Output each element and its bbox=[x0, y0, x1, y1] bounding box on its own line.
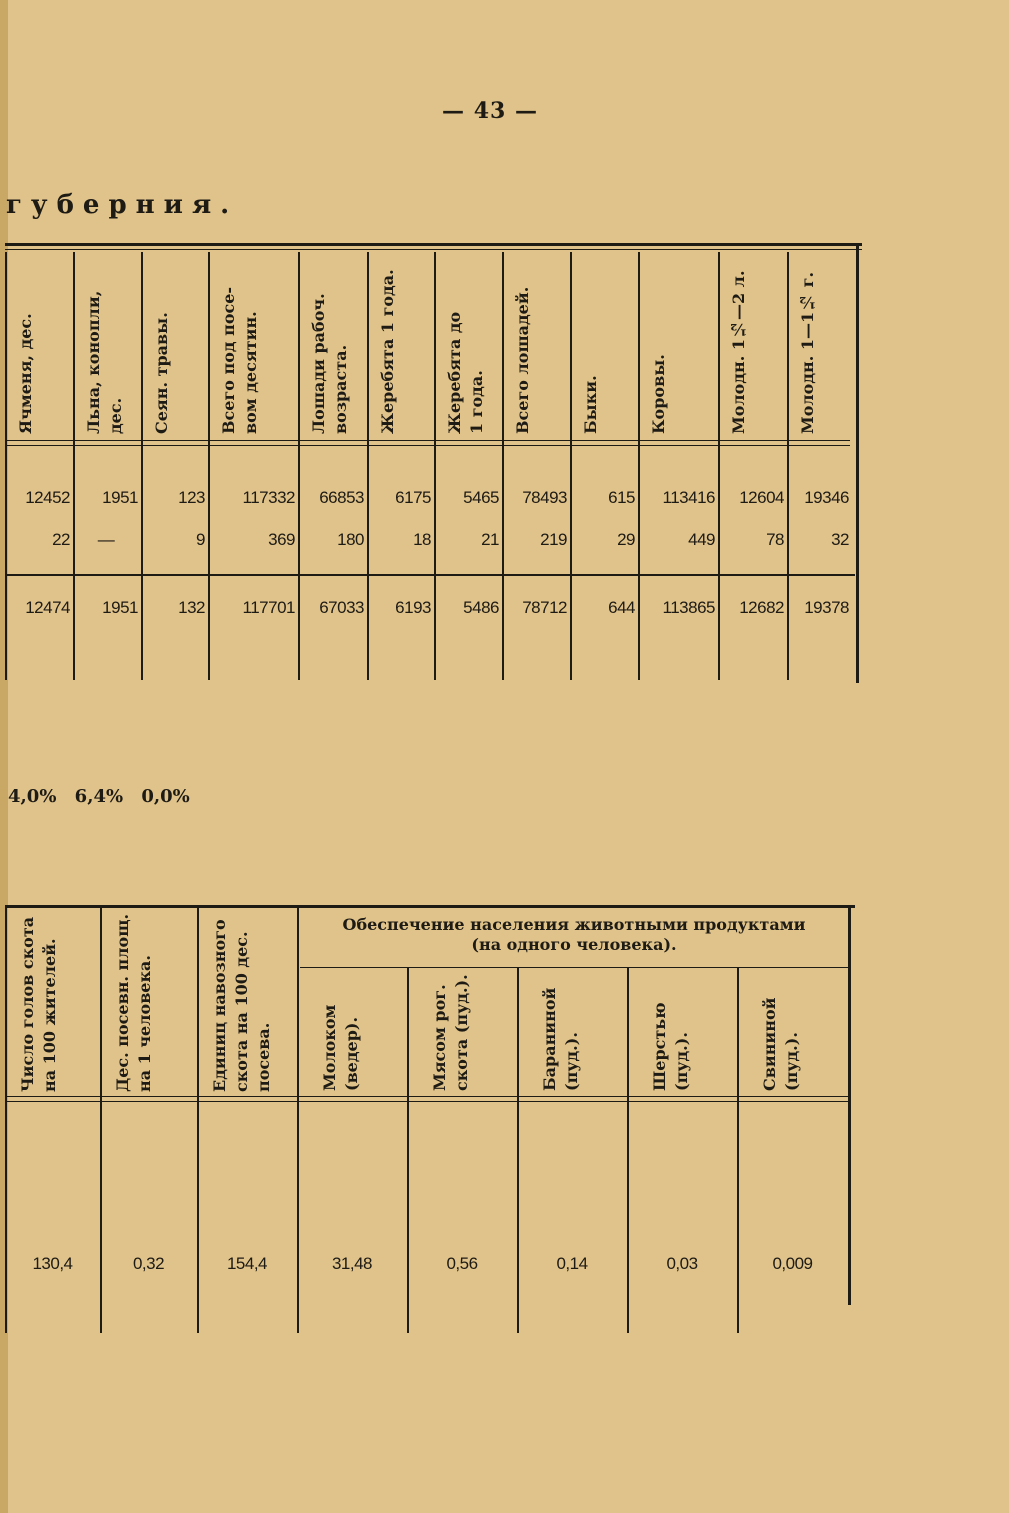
table1-cell: 5465 bbox=[463, 488, 499, 507]
table2-column-header: Число голов скота на 100 жителей. bbox=[18, 916, 59, 1092]
table1-cell: 113416 bbox=[662, 488, 715, 507]
table2-column-rule bbox=[407, 967, 409, 1333]
table1-cell: 369 bbox=[268, 530, 295, 549]
table1-column-header: Всего лошадей. bbox=[513, 286, 532, 434]
table1-cell: 132 bbox=[178, 598, 205, 617]
table1-column-header: Всего под посе- вом десятин. bbox=[219, 286, 260, 434]
table1-cell: 113865 bbox=[662, 598, 715, 617]
table1-column-header: Молодн. 1½—2 л. bbox=[729, 270, 748, 434]
table1-cell: 12452 bbox=[25, 488, 70, 507]
table1-cell: 117332 bbox=[242, 488, 295, 507]
table1-cell: 19378 bbox=[804, 598, 849, 617]
table1-column-header: Жеребята до 1 года. bbox=[445, 311, 486, 434]
table1-cell: 21 bbox=[481, 530, 499, 549]
table1-column-header: Молодн. 1—1½ г. bbox=[798, 271, 817, 434]
page-number: — 43 — bbox=[442, 98, 538, 124]
page-left-edge bbox=[0, 0, 8, 1513]
table1-cell: 22 bbox=[52, 530, 70, 549]
table2-cell: 31,48 bbox=[331, 1254, 373, 1273]
table1-cell: 117701 bbox=[242, 598, 295, 617]
table1-column-header: Быки. bbox=[581, 375, 600, 434]
table2-right-border bbox=[848, 905, 851, 1305]
table2-subcolumn-header: Молоком (ведер). bbox=[320, 1004, 361, 1091]
table2-group-rule bbox=[300, 967, 848, 968]
table2-column-header: Единиц навозного скота на 100 дес. посева. bbox=[210, 919, 273, 1092]
table2-column-header: Дес. посевн. площ. на 1 человека. bbox=[113, 913, 154, 1092]
table1-cell: 219 bbox=[540, 530, 567, 549]
table2-header-rule-2 bbox=[5, 1101, 848, 1102]
table1-cell: 6193 bbox=[395, 598, 431, 617]
table1-header-rule-2 bbox=[5, 445, 850, 446]
table1-cell: 615 bbox=[608, 488, 635, 507]
table2-column-rule bbox=[517, 967, 519, 1333]
table1-cell: 644 bbox=[608, 598, 635, 617]
table2-top-rule bbox=[5, 905, 855, 908]
table2-cell: 0,32 bbox=[132, 1254, 165, 1273]
table1-cell: 19346 bbox=[804, 488, 849, 507]
table1-column-header: Жеребята 1 года. bbox=[378, 269, 397, 434]
table2-cell: 130,4 bbox=[32, 1254, 73, 1273]
table1-cell: 32 bbox=[831, 530, 849, 549]
table2-subcolumn-header: Мясом рог. скота (пуд.). bbox=[430, 974, 471, 1091]
table2-cell: 154,4 bbox=[226, 1254, 268, 1273]
table2-column-rule bbox=[737, 967, 739, 1333]
table1-column-header: Льна, конопли, дес. bbox=[84, 290, 125, 434]
table1-cell: 180 bbox=[337, 530, 364, 549]
percentages: 4,0% 6,4% 0,0% bbox=[8, 786, 190, 807]
table2-subcolumn-header: Шерстью (пуд.). bbox=[650, 1002, 691, 1091]
table1-cell: 66853 bbox=[319, 488, 364, 507]
table1-cell: 1951 bbox=[102, 488, 138, 507]
table1-top-rule-thin bbox=[5, 249, 862, 250]
table2-header-rule bbox=[5, 1096, 848, 1097]
section-heading: губерния. bbox=[6, 190, 239, 220]
table1-column-header: Коровы. bbox=[649, 354, 668, 434]
table1-cell: 12604 bbox=[739, 488, 784, 507]
table2-subcolumn-header: Свининой (пуд.). bbox=[760, 997, 801, 1091]
table1-cell: 5486 bbox=[463, 598, 499, 617]
table1-header-rule bbox=[5, 440, 850, 441]
table2-cell: 0,03 bbox=[666, 1254, 698, 1273]
table2-cell: 0,14 bbox=[556, 1254, 588, 1273]
table1-cell: 18 bbox=[413, 530, 431, 549]
table2-group-header: Обеспечение населения животными продуктами (на одного человека). bbox=[342, 915, 806, 954]
table1-column-header: Ячменя, дес. bbox=[16, 313, 35, 434]
table1-right-border bbox=[856, 243, 859, 683]
table1-cell: 12682 bbox=[739, 598, 784, 617]
table1-column-header: Сеян. травы. bbox=[152, 312, 171, 434]
table1-cell: 78 bbox=[766, 530, 784, 549]
table1-column-header: Лошади рабоч. возраста. bbox=[309, 293, 350, 434]
table1-cell: 449 bbox=[688, 530, 715, 549]
table2-cell: 0,56 bbox=[446, 1254, 478, 1273]
table1-cell: 78712 bbox=[522, 598, 567, 617]
table1-cell: 67033 bbox=[319, 598, 364, 617]
table1-cell: — bbox=[97, 530, 115, 549]
table1-cell: 1951 bbox=[102, 598, 138, 617]
table2-column-rule bbox=[627, 967, 629, 1333]
table1-cell: 123 bbox=[178, 488, 205, 507]
table1-top-rule bbox=[5, 243, 862, 246]
table1-cell: 29 bbox=[617, 530, 635, 549]
table2-cell: 0,009 bbox=[772, 1254, 813, 1273]
table2-subcolumn-header: Бараниной (пуд.). bbox=[540, 987, 581, 1091]
table1-cell: 6175 bbox=[395, 488, 431, 507]
table1-cell: 78493 bbox=[522, 488, 567, 507]
table1-cell: 9 bbox=[196, 530, 205, 549]
table1-cell: 12474 bbox=[25, 598, 70, 617]
table1-total-rule bbox=[5, 574, 855, 576]
